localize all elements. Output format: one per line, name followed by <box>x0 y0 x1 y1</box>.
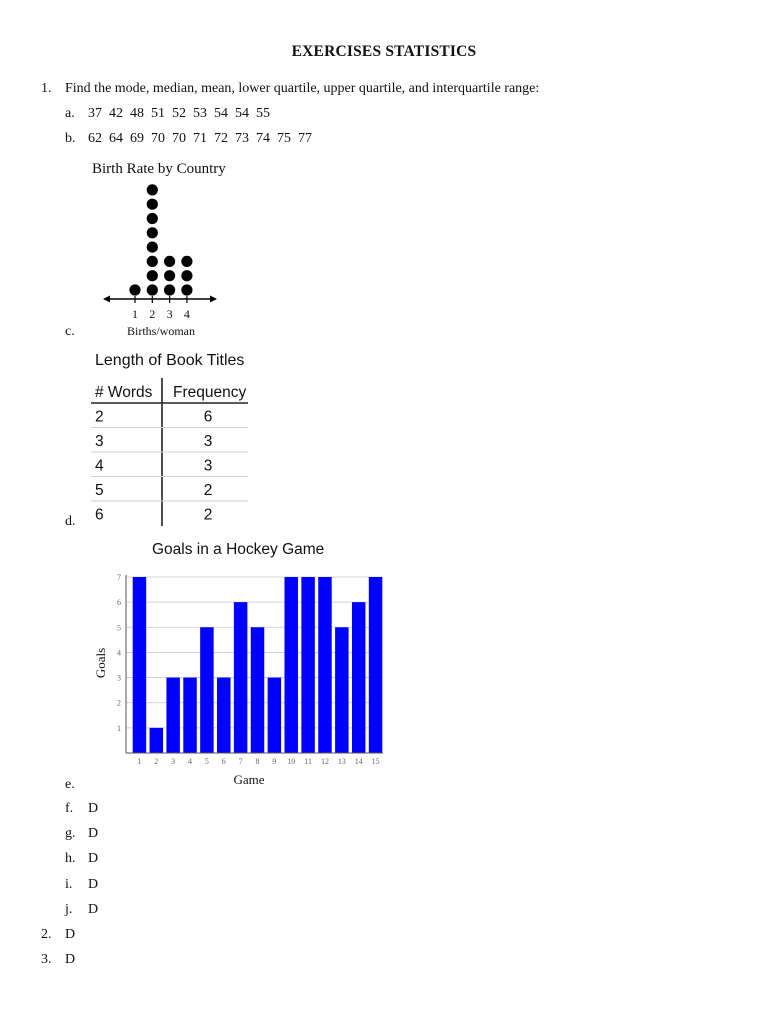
bar-chart-y-tick-label: 7 <box>117 573 121 582</box>
bar-chart-bar <box>352 602 365 753</box>
item-j-marker: j. <box>65 902 73 917</box>
dotplot-dot <box>181 256 192 267</box>
dotplot-x-label: Births/woman <box>127 324 195 338</box>
table-cell-words: 2 <box>95 408 104 426</box>
bar-chart-x-tick-label: 12 <box>320 757 329 766</box>
item-i-marker: i. <box>65 877 73 892</box>
item-b-values: 62 64 69 70 70 71 72 73 74 75 77 <box>88 131 312 146</box>
dotplot-dot <box>147 256 158 267</box>
item-h-text: D <box>88 851 99 866</box>
item-e-marker: e. <box>65 777 75 792</box>
item-j-text: D <box>88 902 99 917</box>
book-table-title: Length of Book Titles <box>95 352 245 369</box>
bar-chart-x-tick-label: 13 <box>337 757 346 766</box>
bar-chart-bar <box>150 728 163 753</box>
dotplot-dot <box>164 256 175 267</box>
bar-chart-y-tick-label: 6 <box>117 598 121 608</box>
question-1-prompt: Find the mode, median, mean, lower quartile, upper quartile, and interquartile range: <box>65 81 540 96</box>
table-cell-words: 5 <box>95 482 104 499</box>
item-d-marker: d. <box>65 514 76 529</box>
item-g-text: D <box>88 826 99 841</box>
table-header-words: # Words <box>95 384 153 401</box>
item-a-values: 37 42 48 51 52 53 54 54 55 <box>88 106 270 121</box>
dotplot-dot <box>181 270 192 281</box>
dotplot-tick-label: 1 <box>132 307 138 321</box>
bar-chart-x-tick-label: 8 <box>255 757 260 766</box>
bar-chart-bar <box>183 678 196 753</box>
dotplot-axis-arrow-right <box>210 296 217 303</box>
bar-chart-y-label: Goals <box>93 647 108 679</box>
bar-chart-bar <box>166 678 179 753</box>
table-cell-frequency: 2 <box>203 506 213 524</box>
dotplot-dot <box>164 270 175 281</box>
bar-chart-y-tick-label: 5 <box>117 623 121 633</box>
bar-chart-title: Goals in a Hockey Game <box>152 541 325 558</box>
bar-chart-x-tick-label: 10 <box>287 757 296 766</box>
table-cell-frequency: 6 <box>203 408 213 426</box>
bar-chart-x-tick-label: 11 <box>304 757 312 766</box>
dotplot-figure <box>100 182 230 342</box>
item-g-marker: g. <box>65 826 76 841</box>
dotplot-axis-arrow-left <box>103 296 110 303</box>
dotplot-tick-label: 4 <box>183 307 190 321</box>
item-f-marker: f. <box>65 801 74 816</box>
bar-chart <box>88 565 388 795</box>
item-h-marker: h. <box>65 851 76 866</box>
bar-chart-x-tick-label: 5 <box>204 757 209 766</box>
bar-chart-x-tick-label: 15 <box>371 757 380 766</box>
table-cell-words: 6 <box>95 506 104 524</box>
item-a-marker: a. <box>65 106 75 121</box>
bar-chart-x-tick-label: 1 <box>137 757 142 766</box>
bar-chart-x-tick-label: 14 <box>354 757 363 766</box>
question-1-number: 1. <box>41 81 52 96</box>
table-cell-frequency: 2 <box>203 482 213 499</box>
bar-chart-bar <box>369 577 382 753</box>
table-cell-frequency: 3 <box>203 433 213 450</box>
dotplot-dot <box>147 284 158 295</box>
bar-chart-y-tick-label: 4 <box>117 648 121 658</box>
bar-chart-x-tick-label: 9 <box>272 757 277 766</box>
bar-chart-bar <box>200 627 213 753</box>
book-table <box>91 378 251 530</box>
bar-chart-bar <box>284 577 297 753</box>
question-3-text: D <box>65 952 76 967</box>
dotplot-dot <box>147 242 158 253</box>
item-c-marker: c. <box>65 324 75 339</box>
bar-chart-bar <box>268 678 281 753</box>
item-i-text: D <box>88 877 99 892</box>
bar-chart-x-tick-label: 3 <box>171 757 176 766</box>
bar-chart-bar <box>217 678 230 753</box>
table-header-frequency: Frequency <box>173 384 247 401</box>
bar-chart-x-label: Game <box>233 772 265 787</box>
bar-chart-y-tick-label: 2 <box>117 698 121 708</box>
question-2-number: 2. <box>41 927 52 942</box>
question-3-number: 3. <box>41 952 52 967</box>
bar-chart-bar <box>133 577 146 753</box>
bar-chart-y-tick-label: 3 <box>117 673 121 683</box>
bar-chart-bar <box>335 627 348 753</box>
item-f-text: D <box>88 801 99 816</box>
bar-chart-x-tick-label: 4 <box>188 757 193 766</box>
item-b-marker: b. <box>65 131 76 146</box>
dotplot-dot <box>164 284 175 295</box>
dotplot-dot <box>147 227 158 238</box>
dotplot-dot <box>147 184 158 195</box>
dotplot-tick-label: 2 <box>149 307 156 321</box>
page-title: EXERCISES STATISTICS <box>291 43 477 60</box>
table-cell-frequency: 3 <box>203 457 213 475</box>
bar-chart-bar <box>251 627 264 753</box>
dotplot-title: Birth Rate by Country <box>92 161 226 177</box>
dotplot-dot <box>147 270 158 281</box>
bar-chart-y-tick-label: 1 <box>117 723 121 733</box>
table-cell-words: 4 <box>95 457 104 475</box>
bar-chart-x-tick-label: 6 <box>221 757 226 766</box>
bar-chart-bar <box>301 577 314 753</box>
dotplot-dot <box>147 199 158 210</box>
dotplot-tick-label: 3 <box>166 307 173 321</box>
question-2-text: D <box>65 927 76 942</box>
dotplot-dot <box>147 213 158 224</box>
bar-chart-bar <box>318 577 331 753</box>
bar-chart-x-tick-label: 2 <box>154 757 159 766</box>
dotplot-dot <box>129 284 140 295</box>
table-cell-words: 3 <box>95 433 104 450</box>
dotplot-dot <box>181 284 192 295</box>
bar-chart-bar <box>234 602 247 753</box>
bar-chart-x-tick-label: 7 <box>238 757 243 766</box>
